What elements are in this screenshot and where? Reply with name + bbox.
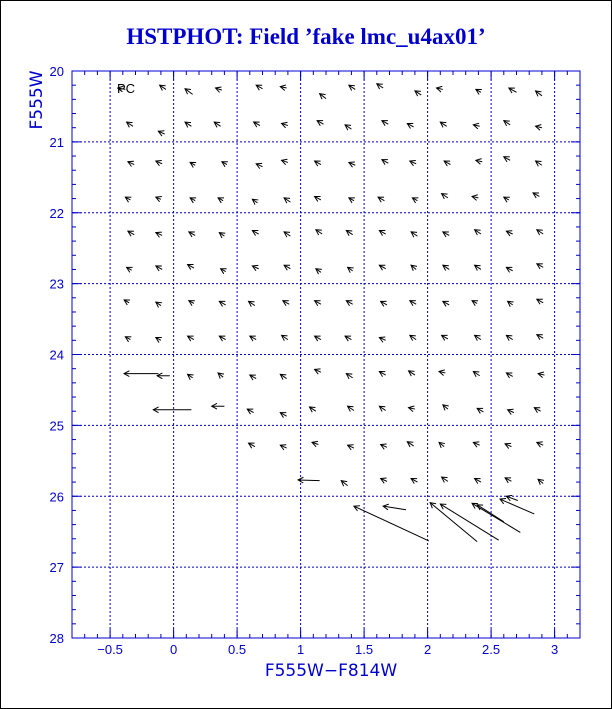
vector-arrow bbox=[280, 413, 286, 418]
vector-arrow bbox=[282, 335, 288, 340]
vector-arrow bbox=[349, 85, 355, 90]
x-tick-labels bbox=[97, 642, 558, 657]
vector-arrow bbox=[473, 372, 479, 377]
vector-arrow bbox=[348, 445, 354, 450]
vector-arrow bbox=[280, 445, 286, 450]
vector-arrow bbox=[128, 161, 134, 166]
vector-arrow bbox=[125, 337, 131, 342]
vector-arrow bbox=[533, 193, 539, 198]
vector-arrow bbox=[218, 198, 224, 203]
vector-arrow bbox=[475, 230, 481, 235]
vector-head bbox=[284, 198, 290, 203]
vector-arrow bbox=[407, 442, 413, 447]
vector-arrow bbox=[379, 337, 385, 342]
vector-arrow bbox=[383, 504, 406, 510]
vector-arrow bbox=[506, 373, 512, 378]
vector-arrow bbox=[252, 199, 258, 204]
vector-arrow bbox=[439, 442, 445, 448]
vector-arrow bbox=[219, 336, 225, 341]
vector-arrow bbox=[410, 301, 416, 306]
vector-arrow bbox=[156, 232, 162, 237]
vector-arrow bbox=[219, 301, 225, 306]
vector-arrow bbox=[316, 269, 322, 274]
vector-arrow bbox=[477, 505, 504, 522]
vector-arrow bbox=[212, 403, 225, 409]
vector-arrow bbox=[221, 269, 227, 274]
vector-arrow bbox=[436, 86, 442, 92]
vector-arrow bbox=[214, 122, 220, 127]
vector-head bbox=[411, 232, 417, 237]
vector-arrow bbox=[537, 264, 543, 269]
vector-arrow bbox=[284, 232, 290, 237]
x-tick-label: 1.5 bbox=[355, 642, 374, 657]
vector-arrow bbox=[442, 194, 448, 199]
vector-arrow bbox=[284, 198, 290, 203]
vector-head bbox=[280, 374, 286, 379]
vector-arrow bbox=[283, 301, 289, 306]
y-axis-label: F555W bbox=[27, 70, 47, 130]
vector-arrow bbox=[382, 160, 388, 165]
vector-arrow bbox=[156, 161, 162, 166]
x-tick-label: 2 bbox=[423, 642, 432, 657]
vector-arrow bbox=[348, 406, 354, 411]
vector-arrow bbox=[442, 477, 448, 482]
vector-arrow bbox=[185, 89, 193, 95]
vector-arrow bbox=[349, 198, 355, 203]
vector-arrow bbox=[315, 336, 321, 341]
vector-head bbox=[415, 91, 421, 96]
vector-arrow bbox=[410, 161, 416, 166]
vector-arrow bbox=[415, 91, 421, 96]
chart-title: HSTPHOT: Field ’fake lmc_u4ax01’ bbox=[126, 24, 486, 49]
vector-arrow bbox=[284, 265, 290, 270]
vector-arrow bbox=[440, 122, 446, 127]
vector-arrow bbox=[282, 159, 288, 164]
vector-arrow bbox=[444, 161, 450, 166]
vector-arrow bbox=[536, 125, 542, 131]
vector-arrow bbox=[280, 85, 286, 91]
x-tick-label: 0.5 bbox=[228, 642, 247, 657]
y-tick-label: 26 bbox=[49, 489, 64, 505]
vector-arrow bbox=[189, 232, 195, 237]
vector-arrow bbox=[153, 407, 191, 413]
vector-head bbox=[185, 122, 191, 127]
vector-arrow bbox=[156, 337, 162, 342]
x-tick-label: 1 bbox=[296, 642, 305, 657]
vector-arrow bbox=[475, 335, 481, 340]
vector-arrow bbox=[411, 232, 417, 237]
vector-arrow bbox=[378, 197, 384, 202]
vector-arrow bbox=[188, 374, 194, 379]
vector-arrow bbox=[341, 481, 347, 487]
vector-arrow bbox=[188, 336, 194, 341]
vector-arrow bbox=[472, 195, 478, 201]
vector-arrow bbox=[475, 265, 481, 270]
vector-arrow bbox=[320, 94, 326, 100]
vector-arrow bbox=[345, 336, 351, 341]
vector-arrow bbox=[381, 301, 387, 306]
vector-head bbox=[410, 335, 416, 340]
vector-arrow bbox=[222, 162, 228, 167]
vector-arrow bbox=[443, 232, 449, 237]
x-tick-label: 2.5 bbox=[482, 642, 501, 657]
vector-head bbox=[377, 84, 383, 89]
x-tick-label: −0.5 bbox=[97, 642, 123, 657]
y-tick-label: 27 bbox=[49, 560, 64, 576]
vector-arrow bbox=[349, 162, 355, 167]
vector-arrow bbox=[476, 89, 482, 94]
vector-arrow bbox=[346, 374, 352, 379]
vector-arrow bbox=[190, 162, 196, 167]
vector-head bbox=[504, 121, 510, 126]
vector-arrow bbox=[128, 231, 134, 236]
x-axis-label: F555W−F814W bbox=[264, 661, 398, 681]
vector-arrow bbox=[538, 372, 544, 378]
vector-arrow bbox=[315, 301, 321, 306]
vector-arrow bbox=[346, 301, 352, 306]
vector-arrow bbox=[316, 230, 322, 235]
y-tick-label: 24 bbox=[49, 347, 64, 363]
vector-arrow bbox=[379, 372, 385, 377]
vector-arrow bbox=[346, 230, 352, 235]
vector-head bbox=[407, 442, 413, 447]
vector-head bbox=[160, 85, 166, 90]
vector-arrow bbox=[252, 265, 258, 270]
vector-arrow bbox=[439, 370, 445, 376]
vector-head bbox=[443, 265, 449, 270]
vector-arrow bbox=[409, 371, 415, 376]
vector-arrow bbox=[506, 335, 512, 340]
y-tick-label: 20 bbox=[49, 64, 64, 79]
vectors bbox=[118, 84, 545, 542]
y-tick-label: 22 bbox=[49, 205, 64, 221]
vector-head bbox=[214, 122, 220, 127]
vector-arrow bbox=[256, 163, 262, 168]
vector-arrow bbox=[218, 373, 224, 379]
vector-arrow bbox=[252, 230, 258, 235]
vector-arrow bbox=[442, 335, 448, 340]
vector-arrow bbox=[160, 85, 166, 90]
vector-arrow bbox=[188, 264, 194, 269]
vector-arrow bbox=[256, 85, 262, 90]
vector-arrow bbox=[379, 230, 385, 235]
y-tick-label: 28 bbox=[49, 631, 64, 646]
grid bbox=[72, 71, 580, 638]
vector-arrow bbox=[537, 442, 543, 447]
vector-arrow bbox=[508, 301, 514, 306]
panel-label: PC bbox=[117, 81, 136, 96]
vector-arrow bbox=[500, 499, 534, 514]
y-tick-label: 21 bbox=[49, 134, 64, 150]
vector-arrow bbox=[411, 479, 417, 484]
vector-arrow bbox=[250, 336, 256, 341]
vector-head bbox=[349, 85, 355, 90]
vector-arrow bbox=[127, 122, 133, 127]
vector-shaft bbox=[477, 505, 504, 522]
vector-arrow bbox=[410, 335, 416, 340]
vector-head bbox=[282, 335, 288, 340]
vector-arrow bbox=[185, 122, 191, 127]
vector-arrow bbox=[443, 265, 449, 270]
vector-arrow bbox=[249, 443, 255, 448]
vector-head bbox=[473, 372, 479, 377]
vector-head bbox=[309, 407, 315, 412]
vector-arrow bbox=[254, 122, 260, 127]
y-tick-label: 25 bbox=[49, 418, 64, 434]
vector-arrow bbox=[506, 267, 512, 272]
vector-arrow bbox=[536, 161, 542, 166]
vector-arrow bbox=[317, 121, 323, 126]
vector-arrow bbox=[504, 121, 510, 126]
vector-arrow bbox=[315, 196, 321, 201]
vector-arrow bbox=[219, 233, 225, 238]
vector-head bbox=[442, 477, 448, 482]
vector-arrow bbox=[443, 405, 449, 411]
vector-arrow bbox=[156, 197, 162, 202]
vector-arrow bbox=[475, 479, 481, 484]
y-tick-labels bbox=[50, 64, 64, 646]
vector-arrow bbox=[536, 91, 542, 97]
y-tick-label: 23 bbox=[49, 276, 64, 292]
vector-arrow bbox=[473, 123, 479, 129]
vector-arrow bbox=[505, 478, 511, 483]
vector-arrow bbox=[538, 479, 544, 485]
x-tick-label: 0 bbox=[169, 642, 178, 657]
vector-head bbox=[284, 232, 290, 237]
x-tick-label: 3 bbox=[550, 642, 559, 657]
vector-arrow bbox=[280, 374, 286, 379]
vector-arrow bbox=[505, 443, 511, 448]
vector-arrow bbox=[506, 231, 512, 236]
vector-head bbox=[379, 406, 385, 411]
vector-head bbox=[346, 374, 352, 379]
vector-arrow bbox=[534, 408, 540, 413]
vector-arrow bbox=[216, 87, 222, 92]
vector-arrow bbox=[537, 230, 543, 235]
vector-arrow bbox=[127, 267, 133, 272]
vector-arrow bbox=[412, 198, 418, 203]
vector-arrow bbox=[509, 88, 517, 93]
vector-head bbox=[127, 122, 133, 127]
vector-arrow bbox=[249, 301, 255, 306]
vector-arrow bbox=[476, 159, 482, 165]
vector-head bbox=[348, 406, 354, 411]
vector-arrow bbox=[282, 122, 288, 127]
vector-arrow bbox=[345, 125, 351, 130]
vector-arrow bbox=[537, 335, 543, 340]
vector-arrow bbox=[312, 441, 318, 446]
vector-arrow bbox=[508, 409, 514, 414]
vector-arrow bbox=[190, 198, 196, 203]
vector-arrow bbox=[443, 301, 449, 306]
vector-arrow bbox=[411, 265, 417, 271]
vector-arrow bbox=[354, 506, 429, 541]
vector-head bbox=[475, 230, 481, 235]
vector-head bbox=[536, 161, 542, 166]
vector-head bbox=[316, 230, 322, 235]
vector-arrow bbox=[472, 301, 478, 306]
vector-arrow bbox=[247, 409, 253, 414]
vector-head bbox=[537, 230, 543, 235]
vector-head bbox=[409, 371, 415, 376]
vector-head bbox=[442, 194, 448, 199]
vector-arrow bbox=[158, 131, 164, 136]
vector-arrow bbox=[409, 406, 415, 412]
vector-arrow bbox=[379, 265, 385, 270]
vector-shaft bbox=[298, 480, 320, 481]
vector-arrow bbox=[189, 301, 195, 306]
vector-arrow bbox=[407, 123, 413, 128]
vector-arrow bbox=[477, 408, 483, 413]
vector-arrow bbox=[348, 267, 354, 272]
vector-arrow bbox=[377, 84, 383, 89]
vector-arrow bbox=[125, 197, 131, 202]
vector-arrow bbox=[504, 197, 510, 202]
vector-head bbox=[346, 230, 352, 235]
vector-arrow bbox=[124, 371, 158, 377]
vector-arrow bbox=[379, 406, 385, 411]
vector-arrow bbox=[156, 266, 162, 271]
vector-arrow bbox=[315, 161, 321, 166]
vector-arrow bbox=[298, 477, 320, 483]
vector-arrow bbox=[381, 478, 387, 483]
vector-arrow bbox=[473, 442, 479, 447]
vector-shaft bbox=[500, 499, 534, 514]
vector-head bbox=[475, 265, 481, 270]
vector-shaft bbox=[354, 506, 429, 541]
vector-arrow bbox=[157, 373, 170, 379]
vector-arrow bbox=[382, 121, 388, 126]
vector-head bbox=[249, 301, 255, 306]
vector-arrow bbox=[315, 369, 321, 374]
vector-head bbox=[475, 335, 481, 340]
vector-arrow bbox=[381, 444, 387, 449]
vector-arrow bbox=[309, 407, 315, 412]
vector-head bbox=[440, 122, 446, 127]
vector-arrow bbox=[156, 302, 162, 307]
vector-arrow bbox=[504, 157, 510, 162]
vector-head bbox=[345, 125, 351, 130]
vector-arrow bbox=[124, 300, 130, 305]
vector-arrow bbox=[250, 375, 256, 380]
vector-arrow bbox=[537, 299, 543, 304]
vector-head bbox=[506, 335, 512, 340]
